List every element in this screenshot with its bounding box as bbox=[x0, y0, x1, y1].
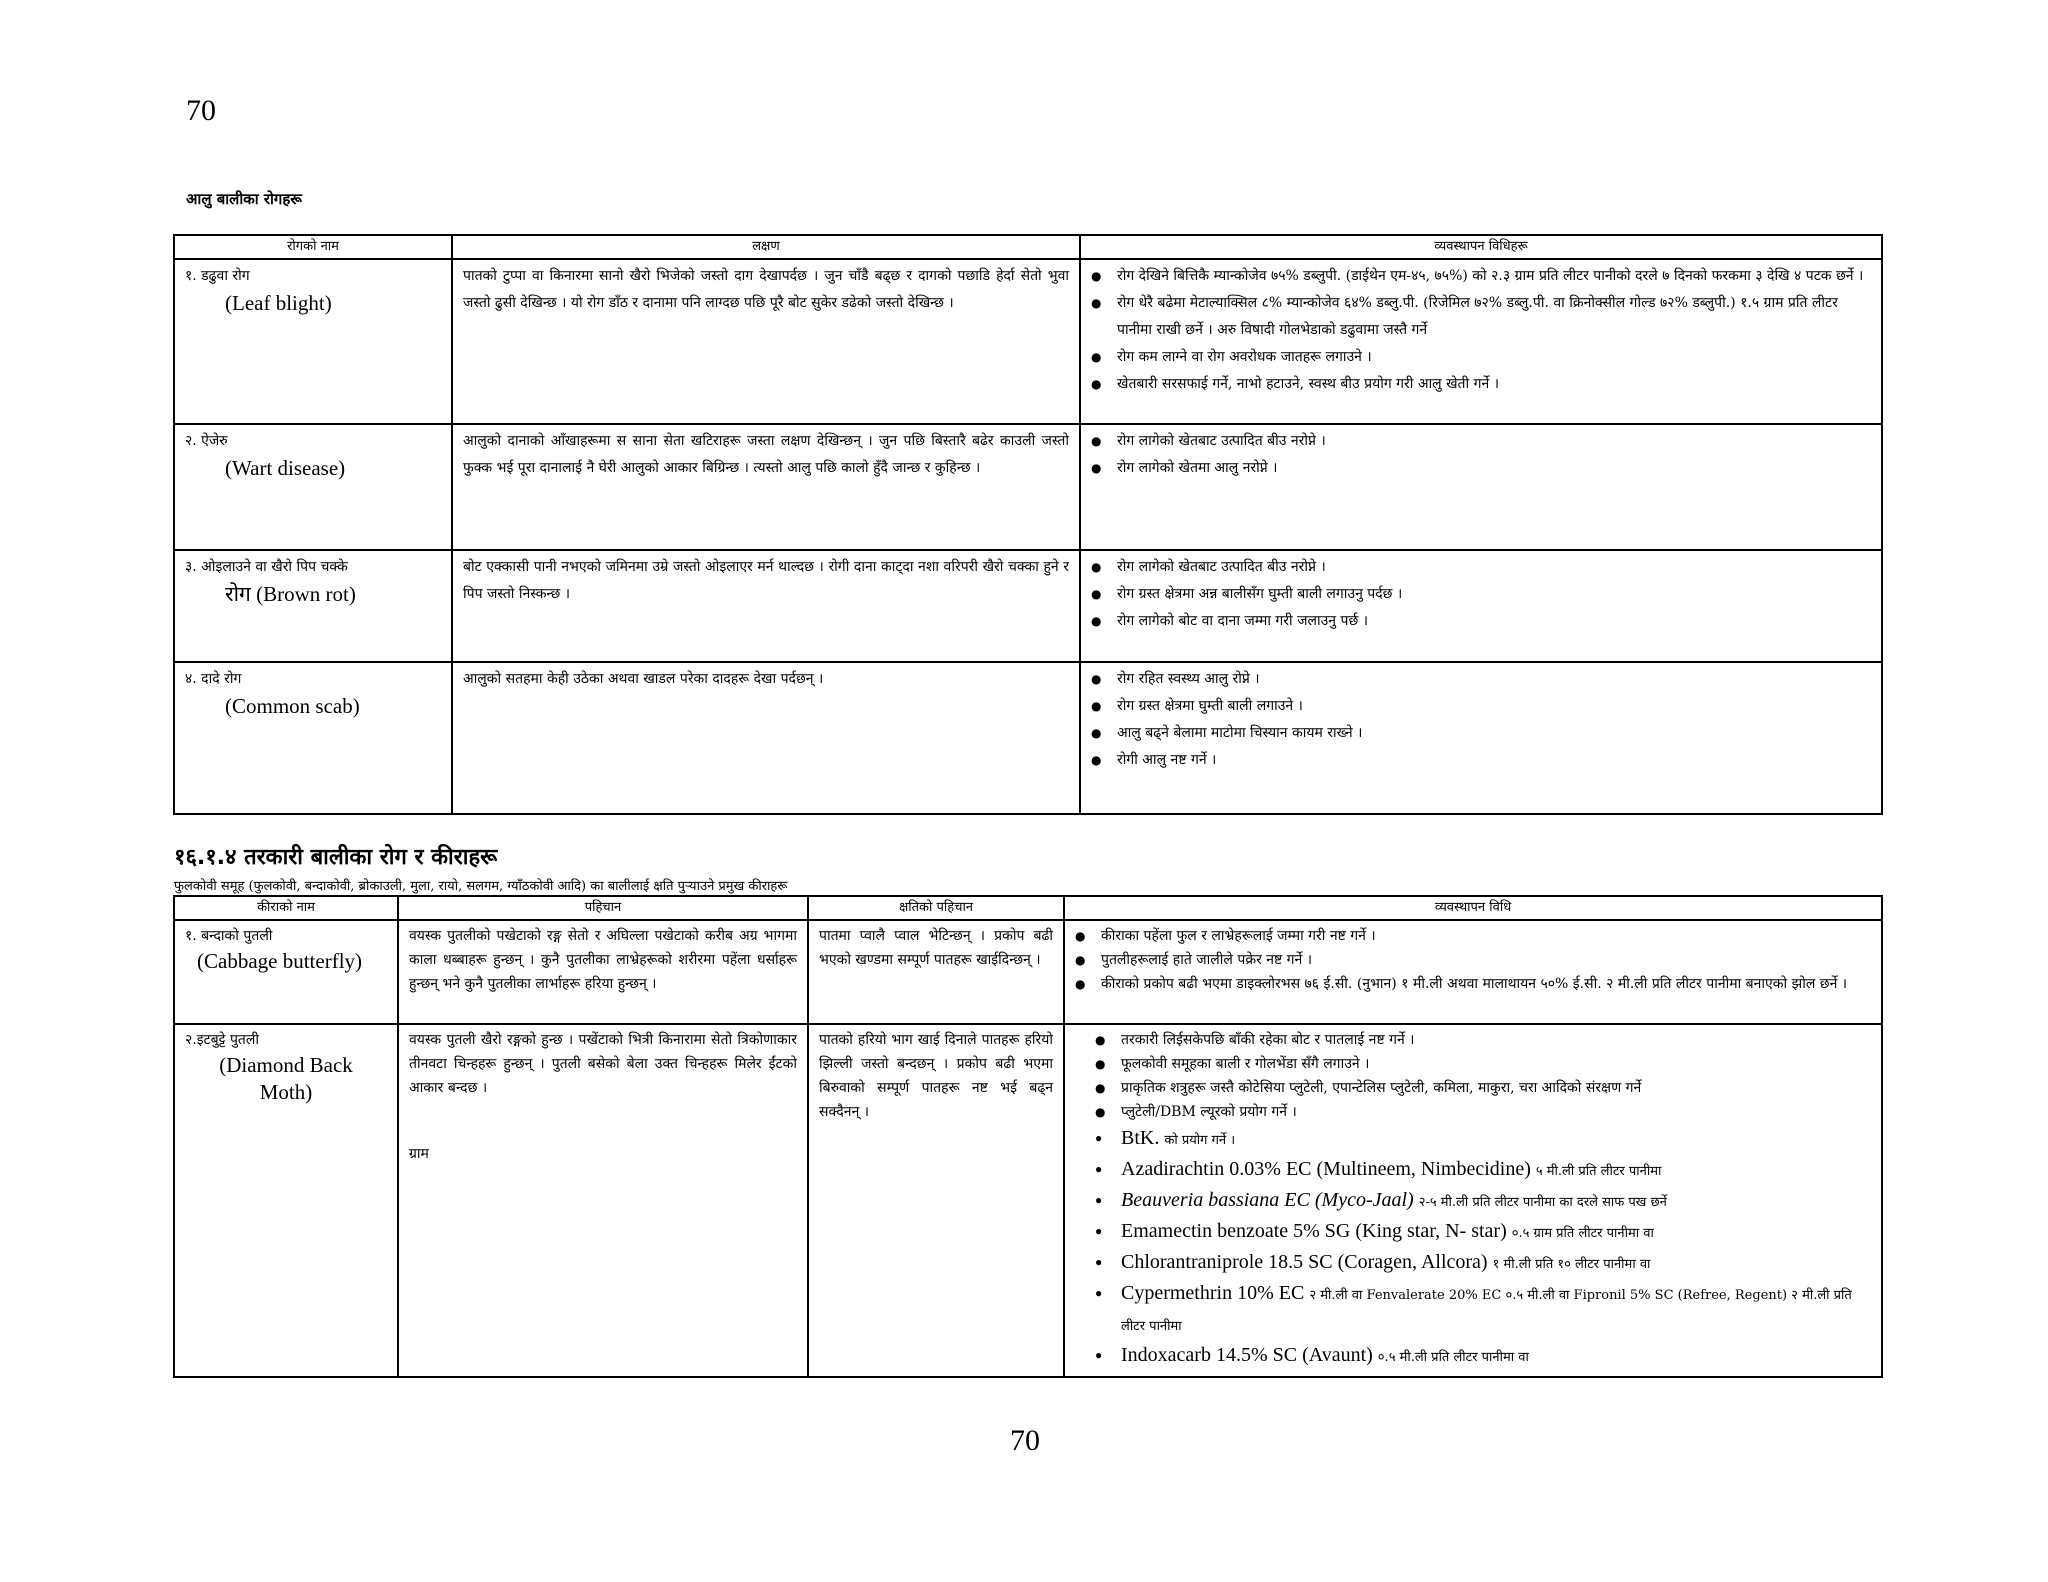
symptom-cell: आलुको सतहमा केही उठेका अथवा खाडल परेका दादहरू देखा पर्दछन् । bbox=[452, 662, 1080, 814]
list-item: ● रोग लागेको खेतबाट उत्पादित बीउ नरोप्ने । bbox=[1117, 428, 1871, 455]
management-cell bbox=[1064, 1024, 1882, 1377]
list-item: ● रोग ग्रस्त क्षेत्रमा अन्न बालीसँग घुम्ती बाली लगाउनु पर्दछ । bbox=[1117, 581, 1871, 608]
management-cell bbox=[1064, 920, 1882, 1024]
col-header-management: व्यवस्थापन विधिहरू bbox=[1080, 235, 1882, 259]
potato-disease-table bbox=[173, 234, 1883, 815]
list-item: ● कीराका पहेंला फुल र लाभ्रेहरूलाई जम्मा गरी नष्ट गर्ने । bbox=[1101, 924, 1871, 948]
table-row bbox=[174, 550, 1882, 662]
symptom-cell: आलुको दानाको आँखाहरूमा स साना सेता खटिराहरू जस्ता लक्षण देखिन्छन् । जुन पछि बिस्तारै बढेर काउली जस्तो फुक्क भई पूरा दानालाई नै घेरी आलुको आकार बिग्रिन्छ । त्यस्तो आलु पछि कालो हुँदै जान्छ र कुहिन्छ । bbox=[452, 424, 1080, 550]
table-header-row bbox=[174, 235, 1882, 259]
identification-text: वयस्क पुतली खैरो रङ्गको हुन्छ । पखेंटाको भित्री किनारामा सेतो त्रिकोणाकार तीनवटा चिन्हहरू हुन्छन् । पुतली बसेको बेला उक्त चिन्हहरू मिलेर ईंटको आकार बन्दछ । bbox=[409, 1032, 797, 1096]
list-item-en: Azadirachtin 0.03% EC (Multineem, Nimbecidine) bbox=[1121, 1158, 1531, 1180]
list-item-tail: को प्रयोग गर्ने । bbox=[1164, 1133, 1236, 1148]
management-cell bbox=[1080, 424, 1882, 550]
symptom-cell: पातको टुप्पा वा किनारमा सानो खैरो भिजेको जस्तो दाग देखापर्दछ । जुन चाँडै बढ्छ र दागको पछाडि हेर्दा सेतो भुवा जस्तो ढुसी देखिन्छ । यो रोग डाँठ र दानामा पनि लाग्दछ पछि पूरै बोट सुकेर डढेको जस्तो देखिन्छ । bbox=[452, 259, 1080, 424]
table-header-row bbox=[174, 896, 1882, 920]
management-list bbox=[1075, 924, 1871, 996]
management-list bbox=[1091, 554, 1871, 635]
management-list bbox=[1091, 666, 1871, 774]
table-row bbox=[174, 259, 1882, 424]
table-row bbox=[174, 424, 1882, 550]
list-item: ● फूलकोवी समूहका बाली र गोलभेंडा सँगै लगाउने । bbox=[1121, 1052, 1871, 1076]
list-item bbox=[1121, 1124, 1871, 1155]
pest-name-en: (Diamond Back Moth) bbox=[219, 1053, 353, 1104]
page-number-bottom: 70 bbox=[1010, 1424, 1040, 1457]
pest-name-np: २.इटबुट्टे पुतली bbox=[185, 1032, 260, 1048]
pest-name-cell bbox=[174, 920, 398, 1024]
disease-name-np: ३. ओइलाउने वा खैरो पिप चक्के bbox=[185, 559, 348, 575]
list-item bbox=[1121, 1186, 1871, 1217]
identification-cell: वयस्क पुतलीको पखेटाको रङ्ग सेतो र अघिल्ला पखेटाको करीब अग्र भागमा काला धब्बाहरू हुन्छन् । कुनै पुतलीका लाभ्रेहरूको शरीरमा पहेंला धर्साहरू हुन्छन् भने कुनै पुतलीका लार्भाहरू हरिया हुन्छन् । bbox=[398, 920, 808, 1024]
symptom-cell: बोट एक्कासी पानी नभएको जमिनमा उम्रे जस्तो ओइलाएर मर्न थाल्दछ । रोगी दाना काट्दा नशा वरिपरी खैरो चक्का हुने र पिप जस्तो निस्कन्छ । bbox=[452, 550, 1080, 662]
list-item: ● रोग धेरै बढेमा मेटाल्याक्सिल ८% म्यान्कोजेव ६४% डब्लु.पी. (रिजेमिल ७२% डब्लु.पी. वा क्रिनोक्सील गोल्ड ७२% डब्लुपी.) १.५ ग्राम प्रति लीटर पानीमा राखी छर्ने । अरु विषादी गोलभेडाको डढुवामा जस्तै गर्ने bbox=[1117, 290, 1871, 344]
col-header-symptom: लक्षण bbox=[452, 235, 1080, 259]
list-item: ● तरकारी लिईसकेपछि बाँकी रहेका बोट र पातलाई नष्ट गर्ने । bbox=[1121, 1028, 1871, 1052]
table-row bbox=[174, 662, 1882, 814]
management-list bbox=[1075, 1028, 1871, 1372]
disease-name-en: रोग (Brown rot) bbox=[225, 582, 356, 606]
list-item: ● रोग कम लाग्ने वा रोग अवरोधक जातहरू लगाउने । bbox=[1117, 344, 1871, 371]
list-item-en: Beauveria bassiana EC (Myco-Jaal) bbox=[1121, 1189, 1414, 1211]
list-item: ● रोग रहित स्वस्थ्य आलु रोप्ने । bbox=[1117, 666, 1871, 693]
disease-name-cell bbox=[174, 550, 452, 662]
disease-name-cell bbox=[174, 259, 452, 424]
disease-name-np: २. ऐजेरु bbox=[185, 433, 228, 449]
col-header-damage: क्षतिको पहिचान bbox=[808, 896, 1064, 920]
disease-name-cell bbox=[174, 424, 452, 550]
management-cell bbox=[1080, 550, 1882, 662]
list-item-tail: १ मी.ली प्रति १० लीटर पानीमा वा bbox=[1492, 1257, 1651, 1272]
list-item: ● रोग लागेको खेतमा आलु नरोप्ने । bbox=[1117, 455, 1871, 482]
list-item bbox=[1121, 1341, 1871, 1372]
col-header-management: व्यवस्थापन विधि bbox=[1064, 896, 1882, 920]
disease-name-en: (Wart disease) bbox=[225, 456, 346, 480]
vegetable-section-subheading: फुलकोवी समूह (फुलकोवी, बन्दाकोवी, ब्रोकाउली, मुला, रायो, सलगम, ग्याँठकोवी आदि) का बालीलाई क्षति पुऱ्याउने प्रमुख कीराहरू bbox=[174, 879, 788, 894]
page-number-top: 70 bbox=[186, 94, 216, 127]
list-item-en: Emamectin benzoate 5% SG (King star, N- star) bbox=[1121, 1220, 1507, 1242]
disease-name-cell bbox=[174, 662, 452, 814]
pest-name-cell bbox=[174, 1024, 398, 1377]
vegetable-pest-table bbox=[173, 895, 1883, 1378]
list-item: ● प्राकृतिक शत्रुहरू जस्तै कोटेसिया प्लुटेली, एपान्टेलिस प्लुटेली, कमिला, माकुरा, चरा आदिको संरक्षण गर्ने bbox=[1121, 1076, 1871, 1100]
list-item: ● आलु बढ्ने बेलामा माटोमा चिस्यान कायम राख्ने । bbox=[1117, 720, 1871, 747]
list-item bbox=[1121, 1248, 1871, 1279]
table-row bbox=[174, 1024, 1882, 1377]
list-item-en: Cypermethrin 10% EC bbox=[1121, 1282, 1305, 1304]
list-item bbox=[1121, 1155, 1871, 1186]
damage-cell: पातमा प्वालै प्वाल भेटिन्छन् । प्रकोप बढी भएको खण्डमा सम्पूर्ण पातहरू खाईदिन्छन् । bbox=[808, 920, 1064, 1024]
disease-name-np: १. डढुवा रोग bbox=[185, 268, 250, 284]
list-item: ● रोग ग्रस्त क्षेत्रमा घुम्ती बाली लगाउने । bbox=[1117, 693, 1871, 720]
identification-cell bbox=[398, 1024, 808, 1377]
list-item: ● पुतलीहरूलाई हाते जालीले पक्रेर नष्ट गर्ने । bbox=[1101, 948, 1871, 972]
list-item-tail: २-५ मी.ली प्रति लीटर पानीमा का दरले साफ पख छर्ने bbox=[1418, 1195, 1667, 1210]
management-list bbox=[1091, 263, 1871, 398]
col-header-pest-name: कीराको नाम bbox=[174, 896, 398, 920]
pest-name-en: (Cabbage butterfly) bbox=[197, 949, 363, 973]
potato-section-title: आलु बालीका रोगहरू bbox=[186, 190, 302, 208]
col-header-disease-name: रोगको नाम bbox=[174, 235, 452, 259]
disease-name-en: (Common scab) bbox=[225, 694, 360, 718]
list-item: ● रोग लागेको खेतबाट उत्पादित बीउ नरोप्ने । bbox=[1117, 554, 1871, 581]
list-item: ● प्लुटेली/DBM ल्यूरको प्रयोग गर्ने । bbox=[1121, 1100, 1871, 1124]
list-item bbox=[1121, 1217, 1871, 1248]
list-item bbox=[1121, 1279, 1871, 1341]
list-item: ● रोगी आलु नष्ट गर्ने । bbox=[1117, 747, 1871, 774]
list-item: ● रोग देखिने बित्तिकै म्यान्कोजेव ७५% डब्लुपी. (डाईथेन एम-४५, ७५%) को २.३ ग्राम प्रति लीटर पानीको दरले ७ दिनको फरकमा ३ देखि ४ पटक छर्ने । bbox=[1117, 263, 1871, 290]
list-item: ● कीराको प्रकोप बढी भएमा डाइक्लोरभस ७६ ई.सी. (नुभान) १ मी.ली अथवा मालाथायन ५०% ई.सी. २ मी.ली प्रति लीटर पानीमा बनाएको झोल छर्ने । bbox=[1101, 972, 1871, 996]
list-item-tail: ०.५ ग्राम प्रति लीटर पानीमा वा bbox=[1511, 1226, 1654, 1241]
col-header-identification: पहिचान bbox=[398, 896, 808, 920]
disease-name-en: (Leaf blight) bbox=[225, 291, 332, 315]
list-item-en: BtK. bbox=[1121, 1127, 1160, 1149]
list-item-tail: ५ मी.ली प्रति लीटर पानीमा bbox=[1535, 1164, 1662, 1179]
list-item: ● खेतबारी सरसफाई गर्ने, नाभो हटाउने, स्वस्थ बीउ प्रयोग गरी आलु खेती गर्ने । bbox=[1117, 371, 1871, 398]
management-cell bbox=[1080, 662, 1882, 814]
vegetable-section-heading: १६.१.४ तरकारी बालीका रोग र कीराहरू bbox=[174, 845, 498, 870]
list-item-en: Indoxacarb 14.5% SC (Avaunt) bbox=[1121, 1344, 1373, 1366]
list-item-tail: २ मी.ली वा Fenvalerate 20% EC ०.५ मी.ली वा Fipronil 5% SC (Refree, Regent) २ मी.ली प्रति लीटर पानीमा bbox=[1121, 1288, 1852, 1334]
list-item: ● रोग लागेको बोट वा दाना जम्मा गरी जलाउनु पर्छ । bbox=[1117, 608, 1871, 635]
table-row bbox=[174, 920, 1882, 1024]
management-list bbox=[1091, 428, 1871, 482]
damage-cell: पातको हरियो भाग खाई दिनाले पातहरू हरियो झिल्ली जस्तो बन्दछन् । प्रकोप बढी भएमा बिरुवाको सम्पूर्ण पातहरू नष्ट भई बढ्न सक्दैनन् । bbox=[808, 1024, 1064, 1377]
pest-name-np: १. बन्दाको पुतली bbox=[185, 928, 273, 944]
list-item-en: Chlorantraniprole 18.5 SC (Coragen, Allcora) bbox=[1121, 1251, 1488, 1273]
list-item-tail: ०.५ मी.ली प्रति लीटर पानीमा वा bbox=[1377, 1350, 1529, 1365]
disease-name-np: ४. दादे रोग bbox=[185, 671, 242, 687]
management-cell bbox=[1080, 259, 1882, 424]
identification-extra: ग्राम bbox=[409, 1146, 429, 1162]
